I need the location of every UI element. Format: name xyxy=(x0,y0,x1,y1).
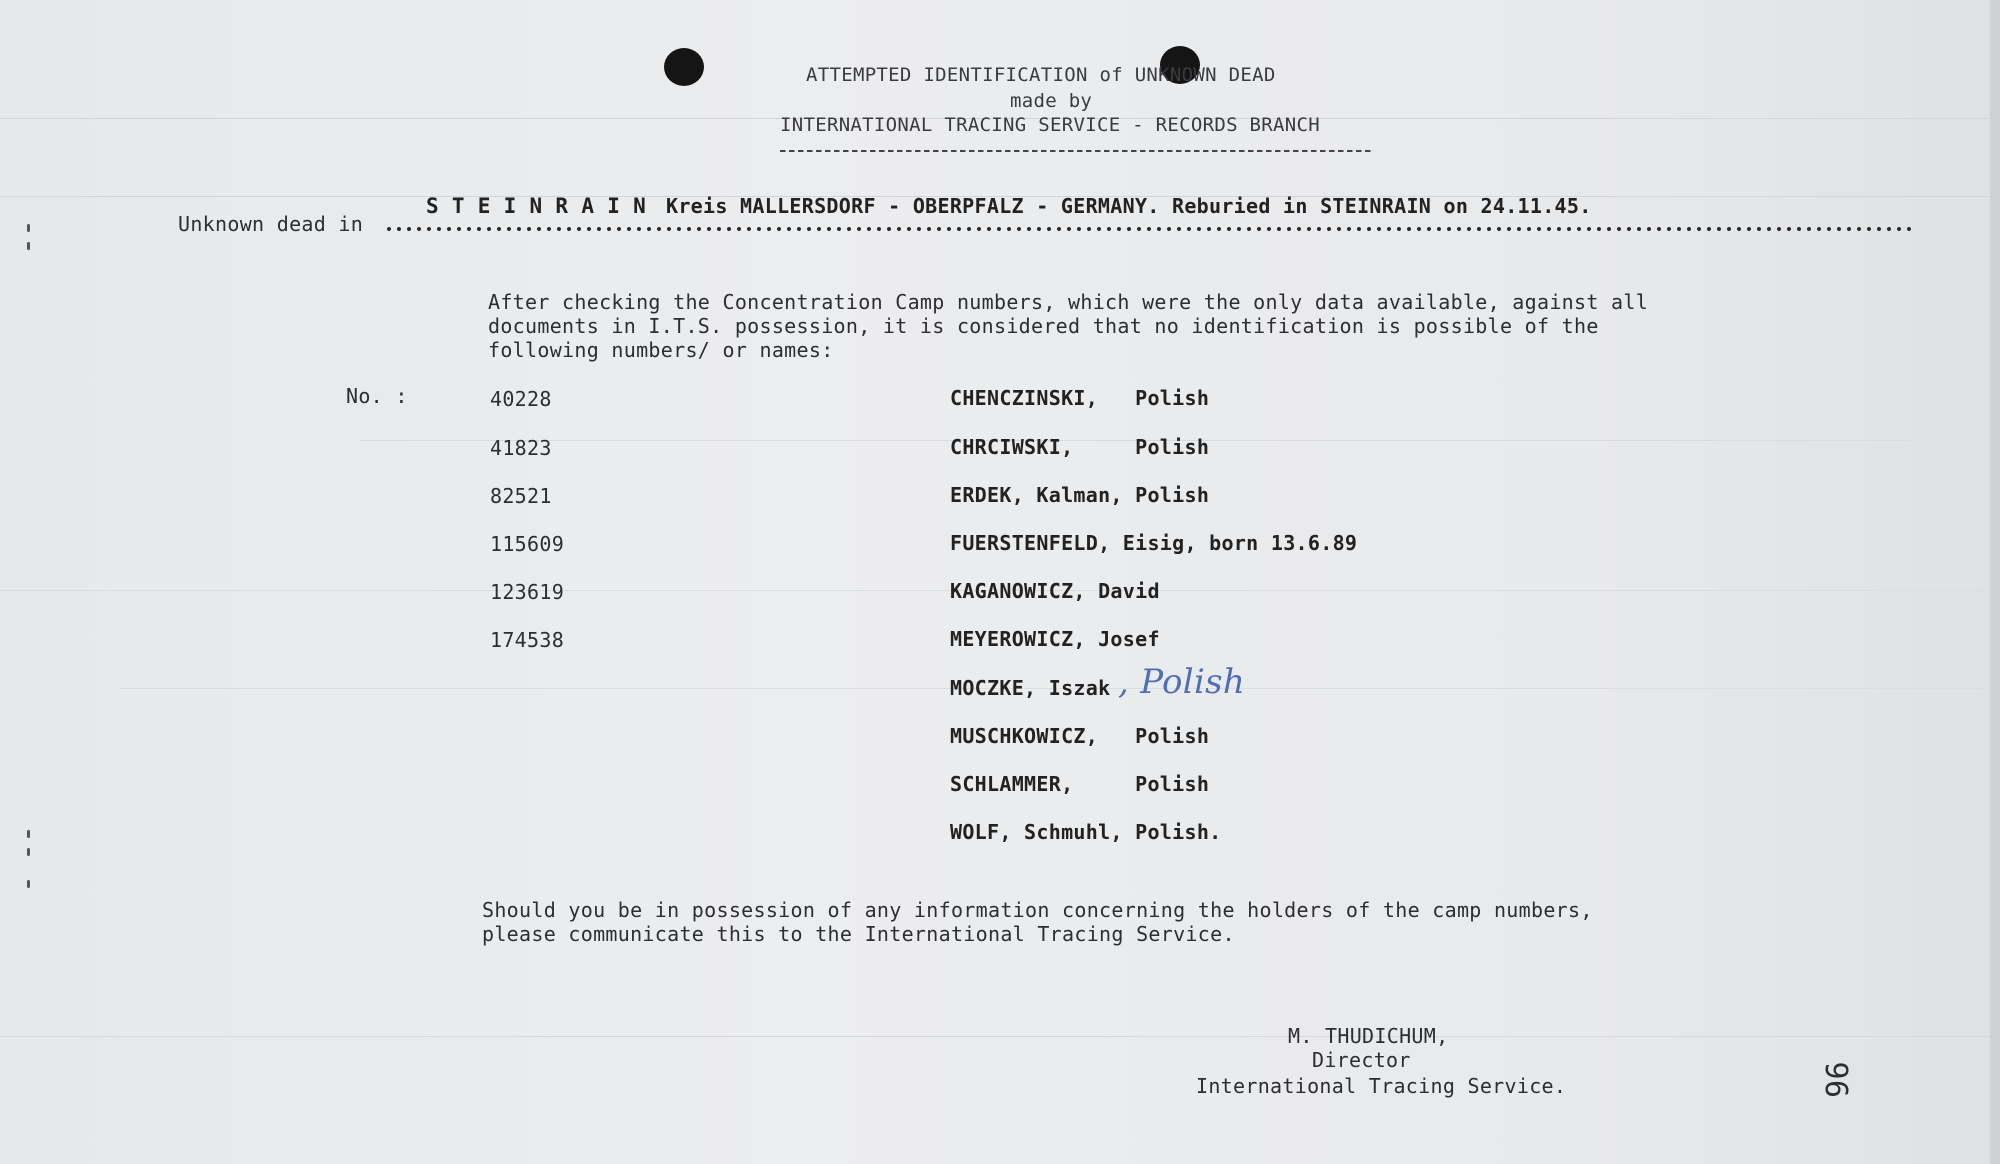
page-number-stamp: 96 xyxy=(1820,1061,1856,1098)
entry-name: MUSCHKOWICZ, Polish xyxy=(950,724,1210,748)
entry-name: SCHLAMMER, Polish xyxy=(950,772,1210,796)
header-made-by: made by xyxy=(1010,90,1093,112)
camp-number: 41823 xyxy=(490,436,552,460)
margin-mark xyxy=(27,848,30,856)
header-underline xyxy=(780,150,1372,152)
intro-line-2: documents in I.T.S. possession, it is considered that no identification is possible of the xyxy=(488,314,1599,338)
location-place: S T E I N R A I N xyxy=(426,194,647,218)
signature-name: M. THUDICHUM, xyxy=(1288,1024,1449,1048)
margin-mark xyxy=(27,880,30,888)
intro-line-1: After checking the Concentration Camp numbers, which were the only data available, against all xyxy=(488,290,1649,314)
punch-hole-left xyxy=(664,48,704,86)
intro-line-3: following numbers/ or names: xyxy=(488,338,834,362)
camp-number: 123619 xyxy=(490,580,565,604)
margin-mark xyxy=(27,224,30,232)
list-label: No. : xyxy=(346,384,408,408)
dotted-line xyxy=(384,226,1912,232)
signature-org: International Tracing Service. xyxy=(1196,1074,1567,1098)
closing-line-2: please communicate this to the International Tracing Service. xyxy=(482,922,1235,946)
camp-number: 115609 xyxy=(490,532,565,556)
entry-name: WOLF, Schmuhl, Polish. xyxy=(950,820,1222,844)
camp-number: 40228 xyxy=(490,387,552,411)
location-details: Kreis MALLERSDORF - OBERPFALZ - GERMANY. Reburied in STEINRAIN on 24.11.45. xyxy=(666,194,1592,218)
entry-name: CHENCZINSKI, Polish xyxy=(950,386,1210,410)
location-label: Unknown dead in xyxy=(178,212,364,236)
signature-title: Director xyxy=(1312,1048,1411,1072)
header-title: ATTEMPTED IDENTIFICATION of UNKNOWN DEAD xyxy=(806,64,1276,86)
entry-name: ERDEK, Kalman, Polish xyxy=(950,483,1210,507)
camp-number: 82521 xyxy=(490,484,552,508)
entry-name: KAGANOWICZ, David xyxy=(950,579,1160,603)
entry-name: MEYEROWICZ, Josef xyxy=(950,627,1160,651)
camp-number: 174538 xyxy=(490,628,565,652)
closing-line-1: Should you be in possession of any information concerning the holders of the camp numbers, xyxy=(482,898,1593,922)
margin-mark xyxy=(27,830,30,838)
entry-name: CHRCIWSKI, Polish xyxy=(950,435,1210,459)
header-branch: INTERNATIONAL TRACING SERVICE - RECORDS BRANCH xyxy=(780,114,1320,136)
entry-name: MOCZKE, Iszak xyxy=(950,676,1111,700)
entry-name: FUERSTENFELD, Eisig, born 13.6.89 xyxy=(950,531,1358,555)
margin-mark xyxy=(27,242,30,250)
handwritten-annotation: , Polish xyxy=(1118,662,1246,702)
